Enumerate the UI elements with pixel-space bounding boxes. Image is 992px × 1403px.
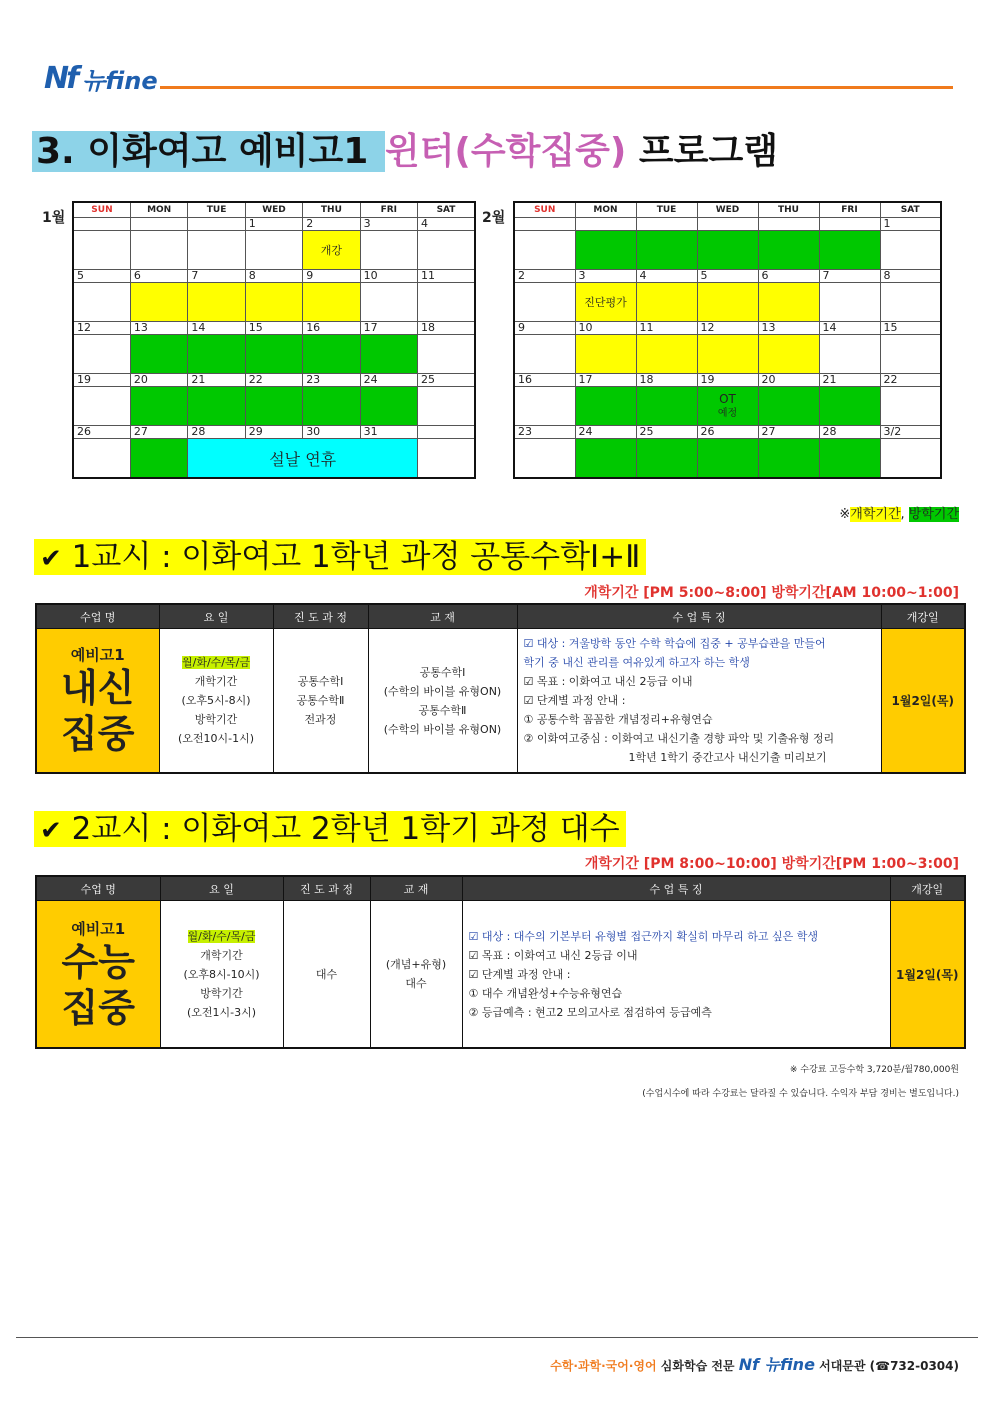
date-row [73,322,475,335]
course-line: 공통수학Ⅰ [297,675,344,688]
disclaimer-note: (수업시수에 따라 수강료는 달라질 수 있습니다. 수익자 부담 경비는 별도입니다.) [642,1089,959,1099]
col-features: 수 업 특 징 [517,604,881,629]
weekday-sun: SUN [514,202,575,218]
day-cell [130,439,187,479]
day-cell [697,283,758,322]
date-number: 16 [514,374,575,387]
day-cell [130,387,187,426]
day-cell [245,231,302,270]
section1-table [35,603,966,774]
day-cell [636,283,697,322]
event-row [73,387,475,426]
col-class-name: 수업 명 [36,604,159,629]
open-date: 1월2일(목) [890,901,965,1049]
date-number: 20 [130,374,187,387]
feb-label: 2월 [482,210,506,226]
date-row [514,374,941,387]
day-cell [130,335,187,374]
date-number: 11 [418,270,475,283]
schedule-line: (오전10시-1시) [177,732,255,745]
date-number: 21 [819,374,880,387]
date-number: 25 [418,374,475,387]
feature-line: 1학년 1학기 중간고사 내신기출 미리보기 [628,751,827,764]
day-cell [418,387,475,426]
day-cell [575,231,636,270]
day-cell [758,231,819,270]
event-row [73,231,475,270]
footer [550,1352,959,1375]
date-number: 19 [697,374,758,387]
weekday-sun: SUN [73,202,130,218]
day-cell [697,231,758,270]
fee-note: ※ 수강료 고등수학 3,720분/월780,000원 [789,1065,959,1075]
section2-hours: 개학기간 [PM 8:00~10:00] 방학기간[PM 1:00~3:00] [584,856,959,872]
date-number [130,218,187,231]
day-cell [636,335,697,374]
legend-sep: , [900,507,909,522]
page-title [32,127,778,177]
event-row [514,387,941,426]
date-number: 14 [819,322,880,335]
legend-vacation: 방학기간 [908,507,959,522]
day-cell [360,231,417,270]
feature-line: ☑ 단계별 과정 안내 : [468,967,571,981]
col-features: 수 업 특 징 [462,876,890,901]
day-cell [418,283,475,322]
date-number [418,426,475,439]
footer-specialty: 심화학습 전문 [656,1359,739,1373]
open-date: 1월2일(목) [881,629,965,774]
date-number: 11 [636,322,697,335]
book-line: 대수 [405,977,427,990]
date-row [514,322,941,335]
date-number: 23 [303,374,360,387]
features-cell [462,901,890,1049]
day-cell [514,387,575,426]
day-cell [418,335,475,374]
footer-subjects: 수학·과학·국어·영어 [550,1359,657,1373]
day-cell [73,439,130,479]
day-cell [514,335,575,374]
section1-hours: 개학기간 [PM 5:00~8:00] 방학기간[AM 10:00~1:00] [584,585,959,601]
day-cell [73,335,130,374]
col-course: 진 도 과 정 [283,876,370,901]
day-cell [245,335,302,374]
schedule-line: 개학기간 [194,675,238,688]
day-cell [819,387,880,426]
day-cell: 개강 [303,231,360,270]
date-number: 1 [880,218,941,231]
section2-heading [34,810,626,848]
weekday-wed: WED [697,202,758,218]
event-row [514,231,941,270]
day-cell [697,439,758,479]
day-cell [880,231,941,270]
date-number: 17 [360,322,417,335]
date-row [514,426,941,439]
table-header-row [36,876,965,901]
date-number: 22 [245,374,302,387]
event-row [73,283,475,322]
date-number: 17 [575,374,636,387]
logo-text: 뉴fine [82,67,158,95]
date-number: 27 [758,426,819,439]
check-icon: ✔ [40,816,62,846]
calendar-legend [839,503,959,522]
day-cell [360,387,417,426]
weekday-fri: FRI [360,202,417,218]
date-number: 10 [575,322,636,335]
date-number: 20 [758,374,819,387]
event-row [514,335,941,374]
date-number [758,218,819,231]
date-number: 12 [73,322,130,335]
date-number: 4 [418,218,475,231]
day-cell [819,283,880,322]
day-cell [360,283,417,322]
day-cell [636,439,697,479]
calendar-january [72,201,476,479]
date-number: 23 [514,426,575,439]
event-row [514,439,941,479]
event-row [73,439,475,479]
weekday-thu: THU [303,202,360,218]
feature-line: ☑ 대상 : 겨울방학 동안 수학 학습에 집중 + 공부습관을 만들어 [523,637,826,650]
col-open-date: 개강일 [890,876,965,901]
date-number: 1 [245,218,302,231]
badge-small: 예비고1 [70,646,125,664]
col-days: 요 일 [160,876,283,901]
day-cell [575,335,636,374]
feature-line: ☑ 단계별 과정 안내 : [523,694,626,707]
date-row [73,218,475,231]
day-cell [188,231,245,270]
date-number: 26 [73,426,130,439]
day-cell [245,283,302,322]
date-number: 27 [130,426,187,439]
course-line: 전과정 [304,713,337,726]
date-number: 2 [303,218,360,231]
date-number [514,218,575,231]
day-cell [636,387,697,426]
weekday-row [514,202,941,218]
weekday-tue: TUE [636,202,697,218]
day-cell [575,439,636,479]
title-pink: 윈터(수학집중) [384,131,627,172]
day-cell [130,231,187,270]
day-cell: 진단평가 [575,283,636,322]
date-number: 8 [880,270,941,283]
day-cell [130,283,187,322]
date-number: 3 [575,270,636,283]
date-number: 12 [697,322,758,335]
date-number: 8 [245,270,302,283]
title-main: 3. 이화여고 예비고1 [36,131,381,172]
class-badge [36,901,160,1049]
date-row [73,374,475,387]
date-number: 29 [245,426,302,439]
days-highlight: 월/화/수/목/금 [182,656,250,669]
day-cell [73,387,130,426]
day-cell [188,283,245,322]
footer-branch: 서대문관 (☎732-0304) [814,1359,959,1373]
date-number: 9 [303,270,360,283]
date-number [697,218,758,231]
day-cell [188,387,245,426]
day-cell [636,231,697,270]
date-number [819,218,880,231]
course-cell [283,901,370,1049]
day-cell [514,283,575,322]
course-line: 대수 [315,968,338,981]
table-row [36,901,965,1049]
date-number: 31 [360,426,417,439]
weekday-mon: MON [130,202,187,218]
footer-brand: Nf 뉴fine [738,1355,815,1374]
logo [44,62,158,96]
book-line: 공통수학Ⅰ [419,665,466,679]
col-class-name: 수업 명 [36,876,160,901]
date-number: 18 [418,322,475,335]
legend-term: 개학기간 [850,507,901,522]
date-number [73,218,130,231]
day-cell [303,335,360,374]
schedule-line: 방학기간 [200,986,243,1000]
weekday-wed: WED [245,202,302,218]
date-number: 5 [697,270,758,283]
col-textbook: 교 재 [370,876,462,901]
date-number: 3/2 [880,426,941,439]
col-textbook: 교 재 [368,604,517,629]
day-cell [73,283,130,322]
day-cell [360,335,417,374]
date-number: 7 [188,270,245,283]
feature-line: ☑ 대상 : 대수의 기본부터 유형별 접근까지 확실히 마무리 하고 싶은 학생 [468,929,819,943]
section1-heading [34,538,646,576]
day-cell [880,387,941,426]
weekday-sat: SAT [418,202,475,218]
header-divider [160,86,953,89]
legend-note: ※ [839,507,851,522]
day-cell [819,231,880,270]
day-cell [880,335,941,374]
feature-line: ② 등급예측 : 현고2 모의고사로 점검하여 등급예측 [468,1005,712,1019]
date-number: 7 [819,270,880,283]
day-cell [514,439,575,479]
col-days: 요 일 [159,604,273,629]
date-row [73,426,475,439]
schedule-line: 방학기간 [194,713,238,726]
book-line: (개념+유형) [385,958,447,971]
date-number: 6 [130,270,187,283]
date-number: 9 [514,322,575,335]
date-number: 25 [636,426,697,439]
date-number: 26 [697,426,758,439]
day-cell [758,439,819,479]
schedule-line: 개학기간 [200,948,243,962]
course-line: 공통수학Ⅱ [296,694,345,707]
table-header-row [36,604,965,629]
event-row [514,283,941,322]
date-number: 24 [575,426,636,439]
feature-line: 학기 중 내신 관리를 여유있게 하고자 하는 학생 [523,656,750,669]
schedule-line: (오후8시-10시) [183,967,260,981]
badge-small: 예비고1 [71,919,126,938]
weekday-mon: MON [575,202,636,218]
date-number: 14 [188,322,245,335]
date-number [188,218,245,231]
day-cell [819,439,880,479]
book-line: (수학의 바이블 유형ON) [383,684,502,698]
title-end: 프로그램 [626,131,779,172]
book-line: 공통수학Ⅱ [418,703,467,717]
day-cell [514,231,575,270]
date-number: 3 [360,218,417,231]
date-number: 16 [303,322,360,335]
date-number: 22 [880,374,941,387]
date-number: 28 [819,426,880,439]
date-number: 13 [130,322,187,335]
date-row [514,218,941,231]
class-badge [36,629,159,774]
day-cell [418,439,475,479]
features-cell [517,629,881,774]
day-cell [245,387,302,426]
weekday-row [73,202,475,218]
date-number: 30 [303,426,360,439]
day-cell [303,387,360,426]
day-cell [880,439,941,479]
days-highlight: 월/화/수/목/금 [187,929,256,943]
feature-line: ☑ 목표 : 이화여고 내신 2등급 이내 [523,675,693,688]
date-number: 15 [245,322,302,335]
day-cell [418,231,475,270]
feature-line: ② 이화여고중심 : 이화여고 내신기출 경향 파악 및 기출유형 정리 [523,732,835,745]
days-cell [159,629,273,774]
days-cell [160,901,283,1049]
date-number: 24 [360,374,417,387]
badge-line1: 내신 [61,666,135,710]
day-cell [758,283,819,322]
col-open-date: 개강일 [881,604,965,629]
weekday-fri: FRI [819,202,880,218]
weekday-thu: THU [758,202,819,218]
section1-title: 1교시 : 이화여고 1학년 과정 공통수학Ⅰ+Ⅱ [71,539,641,575]
badge-line2: 집중 [61,712,135,756]
calendar-february [513,201,942,479]
day-cell: OT 예정 [697,387,758,426]
day-cell [575,387,636,426]
feature-line: ☑ 목표 : 이화여고 내신 2등급 이내 [468,948,638,962]
schedule-line: (오후5시-8시) [181,694,251,707]
day-cell [758,387,819,426]
badge-line2: 집중 [61,985,135,1030]
book-line: (수학의 바이블 유형ON) [383,722,502,736]
day-cell [758,335,819,374]
date-number [636,218,697,231]
day-cell [819,335,880,374]
check-icon: ✔ [40,544,62,574]
weekday-tue: TUE [188,202,245,218]
weekday-sat: SAT [880,202,941,218]
day-cell [697,335,758,374]
event-row [73,335,475,374]
section2-title: 2교시 : 이화여고 2학년 1학기 과정 대수 [71,811,620,847]
feature-line: ① 대수 개념완성+수능유형연습 [468,986,623,1000]
col-course: 진 도 과 정 [273,604,368,629]
date-number: 6 [758,270,819,283]
date-number: 2 [514,270,575,283]
date-number [575,218,636,231]
day-cell [188,335,245,374]
date-number: 19 [73,374,130,387]
course-cell [273,629,368,774]
jan-label: 1월 [42,210,66,226]
date-row [73,270,475,283]
date-number: 18 [636,374,697,387]
day-cell: 설날 연휴 [188,439,418,479]
date-number: 5 [73,270,130,283]
footer-divider [16,1337,978,1338]
table-row [36,629,965,774]
textbook-cell [368,629,517,774]
schedule-line: (오전1시-3시) [186,1005,257,1019]
day-cell [303,283,360,322]
date-number: 15 [880,322,941,335]
day-cell [880,283,941,322]
date-number: 10 [360,270,417,283]
date-number: 21 [188,374,245,387]
feature-line: ① 공통수학 꼼꼼한 개념정리+유형연습 [523,713,713,726]
date-number: 4 [636,270,697,283]
date-row [514,270,941,283]
textbook-cell [370,901,462,1049]
logo-mark: Nf [44,61,77,96]
date-number: 13 [758,322,819,335]
date-number: 28 [188,426,245,439]
badge-line1: 수능 [61,939,135,984]
section2-table [35,875,966,1049]
day-cell [73,231,130,270]
